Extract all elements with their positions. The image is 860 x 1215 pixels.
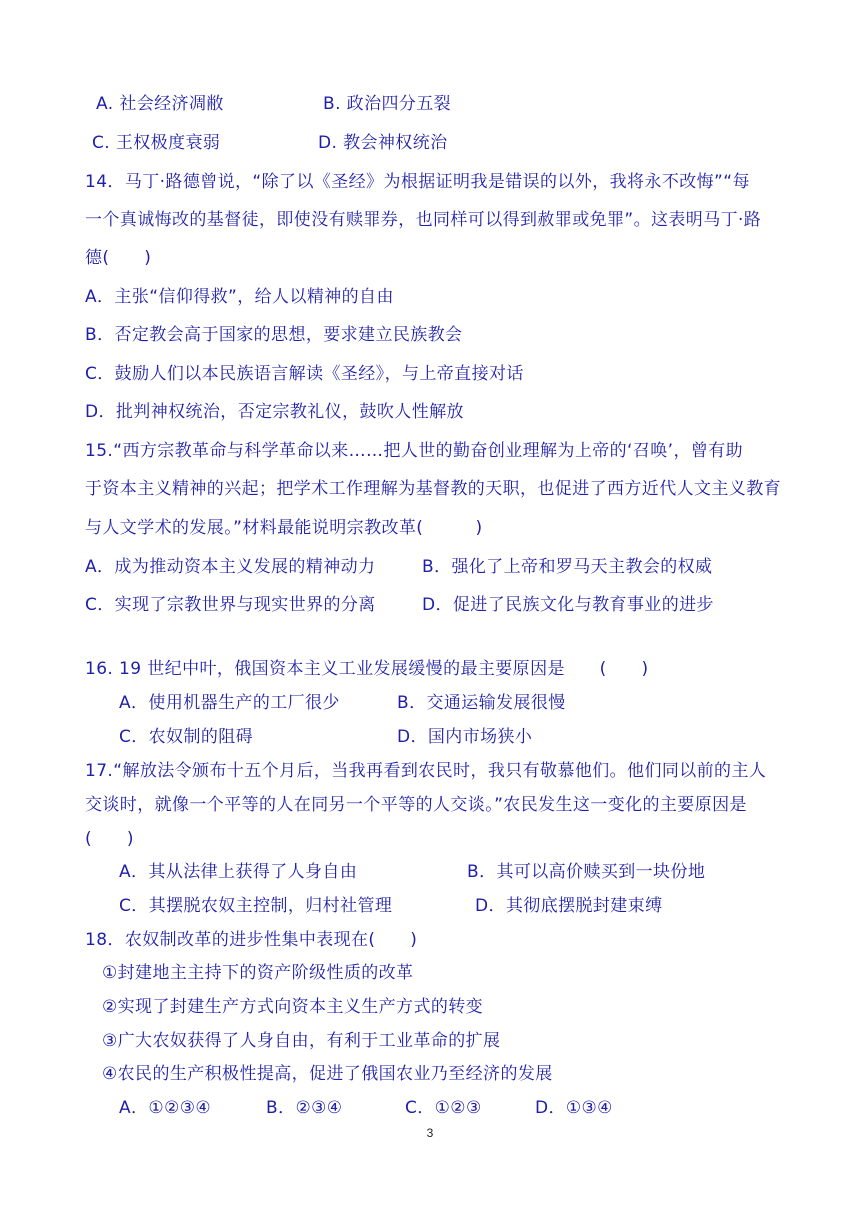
q14-stem-line-1: 14．马丁·路德曾说，“除了以《圣经》为根据证明我是错误的以外，我将永不改悔”“每: [85, 172, 750, 192]
q18-option-a: A．①②③④: [119, 1098, 211, 1118]
q15-option-d: D．促进了民族文化与教育事业的进步: [422, 595, 714, 615]
q17-option-b: B．其可以高价赎买到一块份地: [467, 862, 706, 882]
q16-stem: 16. 19 世纪中叶，俄国资本主义工业发展缓慢的最主要原因是 ( ): [85, 659, 649, 679]
q14-option-c: C．鼓励人们以本民族语言解读《圣经》，与上帝直接对话: [85, 364, 524, 384]
q15-option-c: C．实现了宗教世界与现实世界的分离: [85, 595, 376, 615]
q16-option-c: C．农奴制的阻碍: [119, 727, 254, 747]
q17-option-d: D．其彻底摆脱封建束缚: [475, 896, 663, 916]
q14-option-a: A．主张“信仰得救”，给人以精神的自由: [85, 287, 394, 307]
q14-stem-line-2: 一个真诚悔改的基督徒，即使没有赎罪券，也同样可以得到赦罪或免罪”。这表明马丁·路: [85, 210, 762, 230]
q15-stem-line-2: 于资本主义精神的兴起；把学术工作理解为基督教的天职，也促进了西方近代人文主义教育: [85, 479, 781, 499]
q16-option-b: B．交通运输发展很慢: [397, 693, 566, 713]
q13-option-a: A. 社会经济凋敝: [96, 94, 224, 114]
q18-statement-3: ③广大农奴获得了人身自由，有利于工业革命的扩展: [102, 1031, 501, 1051]
q18-option-b: B．②③④: [266, 1098, 343, 1118]
q14-stem-line-3: 德( ): [85, 248, 152, 268]
q15-option-b: B．强化了上帝和罗马天主教会的权威: [422, 557, 713, 577]
q17-stem-line-1: 17.“解放法令颁布十五个月后，当我再看到农民时，我只有敬慕他们。他们同以前的主人: [85, 761, 767, 781]
q13-option-b: B. 政治四分五裂: [323, 94, 452, 114]
q13-option-d: D. 教会神权统治: [318, 133, 448, 153]
q14-option-b: B．否定教会高于国家的思想，要求建立民族教会: [85, 325, 463, 345]
q18-statement-1: ①封建地主主持下的资产阶级性质的改革: [102, 963, 414, 983]
q17-option-c: C．其摆脱农奴主控制，归村社管理: [119, 896, 393, 916]
q15-stem-line-1: 15.“西方宗教革命与科学革命以来……把人世的勤奋创业理解为上帝的‘召唤’，曾有助: [85, 441, 744, 461]
q17-stem-line-2: 交谈时，就像一个平等的人在同另一个平等的人交谈。”农民发生这一变化的主要原因是: [85, 795, 747, 815]
q18-statement-2: ②实现了封建生产方式向资本主义生产方式的转变: [102, 997, 484, 1017]
q14-option-d: D．批判神权统治，否定宗教礼仪，鼓吹人性解放: [85, 402, 464, 422]
page-number: 3: [426, 1126, 434, 1140]
q15-option-a: A．成为推动资本主义发展的精神动力: [85, 557, 376, 577]
q18-option-c: C．①②③: [405, 1098, 482, 1118]
q17-stem-line-3: ( ): [85, 829, 134, 849]
q16-option-d: D．国内市场狭小: [397, 727, 533, 747]
q15-stem-line-3: 与人文学术的发展。”材料最能说明宗教改革( ): [85, 518, 483, 538]
q16-option-a: A．使用机器生产的工厂很少: [119, 693, 340, 713]
q18-option-d: D．①③④: [535, 1098, 613, 1118]
q17-option-a: A．其从法律上获得了人身自由: [119, 862, 358, 882]
q18-stem: 18．农奴制改革的进步性集中表现在( ): [85, 930, 418, 950]
q13-option-c: C. 王权极度衰弱: [92, 133, 221, 153]
q18-statement-4: ④农民的生产积极性提高，促进了俄国农业乃至经济的发展: [102, 1064, 553, 1084]
